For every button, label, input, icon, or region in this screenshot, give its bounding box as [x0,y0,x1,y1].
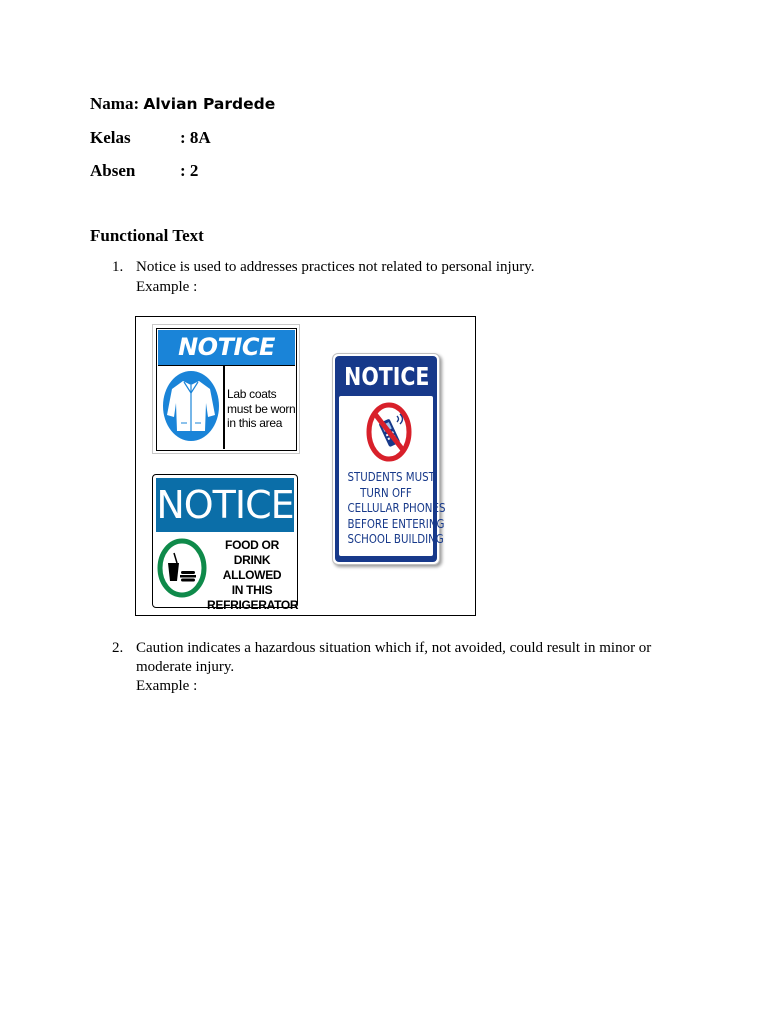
name-value: Alvian Pardede [143,95,276,113]
item-2-text-line2: moderate injury. [136,659,235,675]
sign-food-drink-text: FOOD OR DRINK ALLOWED IN THIS REFRIGERATOR [207,538,299,612]
item-1-number: 1. [112,259,124,275]
section-title: Functional Text [90,226,204,245]
absen-value: : 2 [180,161,199,180]
sign-cell-phones [332,353,446,565]
item-2-example-label: Example : [136,678,198,694]
sign-food-drink-heading: NOTICE [156,478,294,532]
name-label: Nama: [90,94,140,113]
item-2-text-line1: Caution indicates a hazardous situation which if, not avoided, could result in minor or [136,640,652,656]
class-label: Kelas [90,128,131,147]
item-1-text: Notice is used to addresses practices not related to personal injury. [136,259,535,275]
no-cellphone-icon [366,402,412,462]
sign-lab-coats-heading: NOTICE [158,330,295,366]
sign-cell-phones-text: STUDENTS MUST TURN OFF CELLULAR PHONES BEFORE ENTERING SCHOOL BUILDING [347,469,446,546]
food-drink-icon [157,537,207,601]
sign-divider [223,366,225,449]
sign-lab-coats-text: Lab coats must be worn in this area [227,387,296,430]
sign-cell-phones-heading: NOTICE [344,362,430,391]
item-1-example-label: Example : [136,279,198,295]
item-2-number: 2. [112,640,124,656]
lab-coat-icon [163,371,219,441]
sign-lab-coats [152,324,300,454]
class-value: : 8A [180,128,211,147]
student-name-line [90,94,275,114]
sign-food-drink [152,474,299,612]
absen-label: Absen [90,161,136,180]
